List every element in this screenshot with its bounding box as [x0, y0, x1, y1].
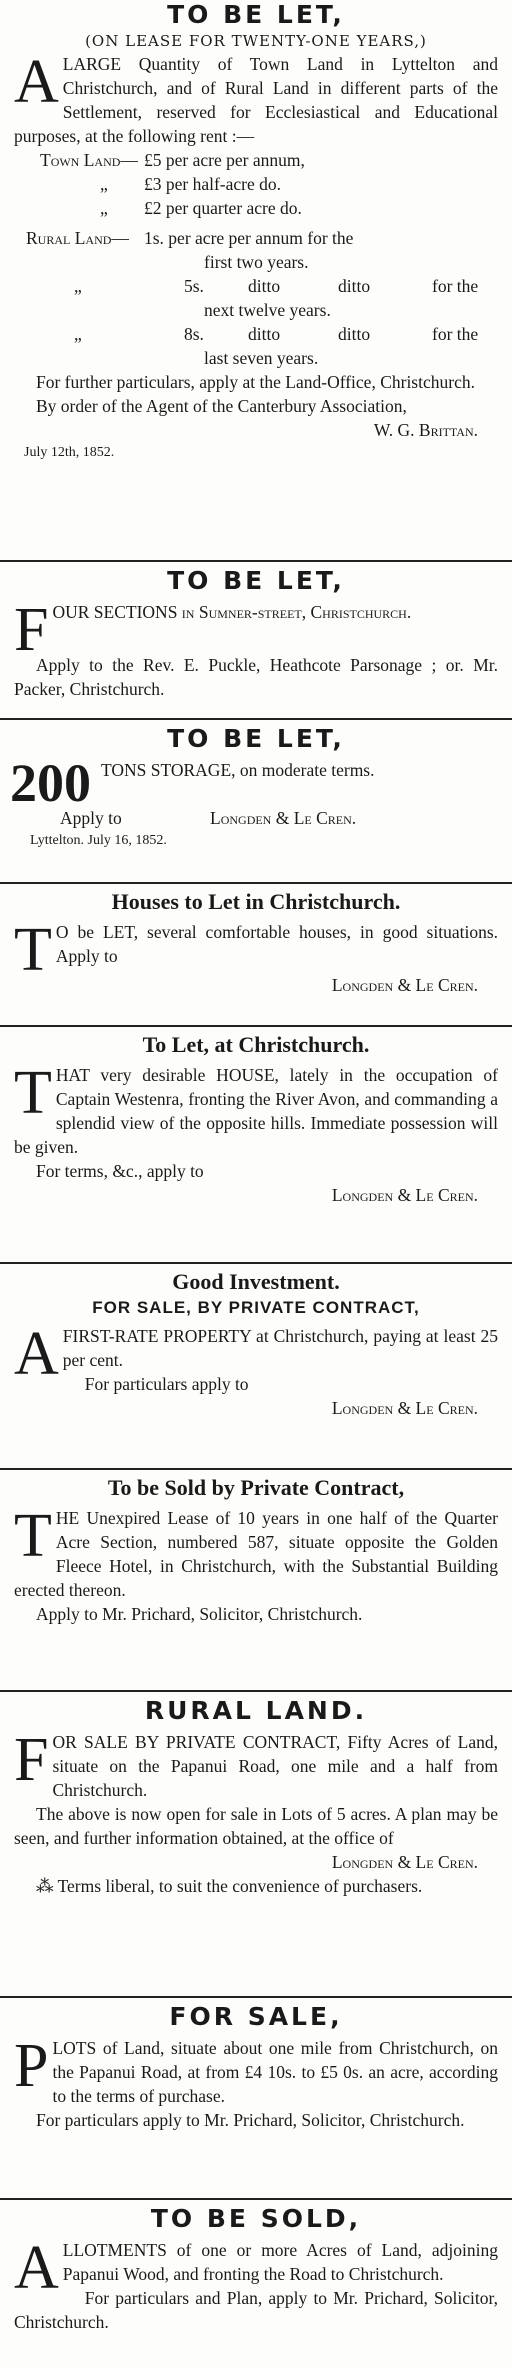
ditto-mark: „: [74, 276, 82, 296]
advert-four-sections: [0, 566, 512, 701]
for-the-text: for the: [432, 276, 479, 296]
for-the-text: for the: [432, 324, 479, 344]
advert-title: Good Investment.: [172, 1269, 340, 1294]
ditto-text: ditto: [248, 276, 281, 296]
drop-cap: A: [14, 2234, 59, 2302]
advert-date: Lyttelton. July 16, 1852.: [30, 833, 167, 848]
rent-rate: £2 per quarter acre do.: [144, 198, 302, 218]
advert-date: July 12th, 1852.: [24, 445, 115, 460]
rent-term: last seven years.: [204, 348, 319, 368]
advert-title: RURAL LAND.: [144, 1696, 368, 1725]
advert-houses: [0, 888, 512, 997]
advert-body: OUR SECTIONS in Sumner-street, Christchurch.: [52, 602, 412, 622]
apply-to: Apply to: [60, 808, 122, 828]
divider: [0, 1262, 512, 1264]
advert-to-be-sold: [0, 2204, 512, 2334]
apply-line: Apply to Mr. Prichard, Solicitor, Christchurch.: [36, 1604, 363, 1624]
asterism: ⁂: [36, 1876, 54, 1896]
advert-body: HAT very desirable HOUSE, lately in the occupation of Captain Westenra, fronting the River Avon, and commanding a splendid view of the opposite hills. Immediate possession will be given.: [14, 1065, 498, 1157]
agent-signature: W. G. Brittan.: [373, 420, 478, 440]
ditto-mark: „: [100, 198, 108, 218]
advert-title: TO BE LET,: [167, 566, 345, 595]
advert-body-2: The above is now open for sale in Lots of 5 acres. A plan may be seen, and further information obtained, at the office of: [14, 1804, 498, 1848]
ditto-mark: „: [100, 174, 108, 194]
drop-cap: T: [14, 916, 52, 984]
advert-title: FOR SALE,: [169, 2002, 343, 2031]
divider: [0, 1996, 512, 1998]
agent-name: Longden & Le Cren.: [331, 975, 478, 995]
advert-title: Houses to Let in Christchurch.: [111, 889, 401, 914]
rent-rate: £5 per acre per annum,: [144, 150, 305, 170]
advert-subtitle: FOR SALE, BY PRIVATE CONTRACT,: [92, 1298, 420, 1317]
ditto-text: ditto: [338, 276, 371, 296]
advert-body: OR SALE BY PRIVATE CONTRACT, Fifty Acres of Land, situate on the Papanui Road, one mile and a half from Christchurch.: [52, 1732, 498, 1800]
drop-cap: F: [14, 1726, 49, 1794]
rent-rate: £3 per half-acre do.: [144, 174, 282, 194]
advert-body: LOTS of Land, situate about one mile from Christchurch, on the Papanui Road, at from £4 10s. to £5 0s. an acre, according to the terms of purchase.: [52, 2038, 498, 2106]
divider: [0, 1025, 512, 1027]
rent-rate: 8s.: [184, 324, 204, 344]
agent-name: Longden & Le Cren.: [331, 1398, 478, 1418]
agent-name: Longden & Le Cren.: [331, 1185, 478, 1205]
divider: [0, 882, 512, 884]
ditto-mark: „: [74, 324, 82, 344]
agent-name: Longden & Le Cren.: [210, 808, 357, 828]
advert-body: TONS STORAGE, on moderate terms.: [101, 760, 375, 780]
ditto-text: ditto: [248, 324, 281, 344]
drop-cap: A: [14, 48, 59, 116]
advert-body: O be LET, several comfortable houses, in good situations. Apply to: [55, 922, 498, 966]
advert-title: To be Sold by Private Contract,: [107, 1475, 405, 1500]
advert-lease-sale: [0, 1474, 512, 1626]
rent-rate: 5s.: [184, 276, 204, 296]
rent-term: next twelve years.: [204, 300, 331, 320]
ditto-text: ditto: [338, 324, 371, 344]
advert-body: LARGE Quantity of Town Land in Lyttelton and Christchurch, and of Rural Land in different parts of the Settlement, reserved for Ecclesiastical and Educational purposes, at the following rent :—: [14, 54, 498, 146]
town-land-label: Town Land—: [40, 150, 138, 170]
rural-land-label: Rural Land—: [26, 228, 129, 248]
rent-term: first two years.: [204, 252, 309, 272]
advert-body: HE Unexpired Lease of 10 years in one half of the Quarter Acre Section, numbered 587, situate opposite the Golden Fleece Hotel, in Christchurch, with the Substantial Building erected thereon.: [14, 1508, 498, 1600]
advert-for-sale: [0, 2002, 512, 2132]
rent-rate: 1s. per acre per annum for the: [144, 228, 354, 248]
advert-house-christchurch: [0, 1031, 512, 1207]
divider: [0, 1690, 512, 1692]
drop-cap: T: [14, 1059, 52, 1127]
advert-rural-land: [0, 1696, 512, 1898]
advert-land-lease: [0, 0, 512, 464]
apply-line: For particulars apply to: [84, 1374, 249, 1394]
advert-storage: [0, 724, 512, 852]
drop-cap: T: [14, 1502, 52, 1570]
advert-title: TO BE LET,: [167, 0, 345, 29]
apply-line: Apply to the Rev. E. Puckle, Heathcote Parsonage ; or. Mr. Packer, Christchurch.: [14, 655, 498, 699]
by-order: By order of the Agent of the Canterbury Association,: [36, 396, 407, 416]
advert-subtitle: (ON LEASE FOR TWENTY-ONE YEARS,): [85, 32, 427, 50]
advert-title: To Let, at Christchurch.: [142, 1032, 370, 1057]
apply-line: For particulars and Plan, apply to Mr. Prichard, Solicitor, Christchurch.: [14, 2288, 498, 2332]
drop-cap: F: [14, 596, 49, 664]
advert-body: FIRST-RATE PROPERTY at Christchurch, paying at least 25 per cent.: [62, 1326, 498, 1370]
divider: [0, 560, 512, 562]
agent-name: Longden & Le Cren.: [331, 1852, 478, 1872]
advert-investment: [0, 1268, 512, 1420]
rent-table: [0, 148, 512, 370]
drop-number: 200: [10, 753, 91, 813]
divider: [0, 1468, 512, 1470]
divider: [0, 2198, 512, 2200]
apply-line: For terms, &c., apply to: [36, 1161, 204, 1181]
advert-title: TO BE LET,: [167, 724, 345, 753]
further-particulars: For further particulars, apply at the Land-Office, Christchurch.: [36, 372, 475, 392]
advert-title: TO BE SOLD,: [150, 2204, 362, 2233]
terms-text: Terms liberal, to suit the convenience of purchasers.: [57, 1876, 423, 1896]
apply-line: For particulars apply to Mr. Prichard, Solicitor, Christchurch.: [36, 2110, 465, 2130]
drop-cap: P: [14, 2032, 49, 2100]
advert-body: LLOTMENTS of one or more Acres of Land, adjoining Papanui Wood, and fronting the Road to Christchurch.: [62, 2240, 498, 2284]
divider: [0, 718, 512, 720]
drop-cap: A: [14, 1320, 59, 1388]
